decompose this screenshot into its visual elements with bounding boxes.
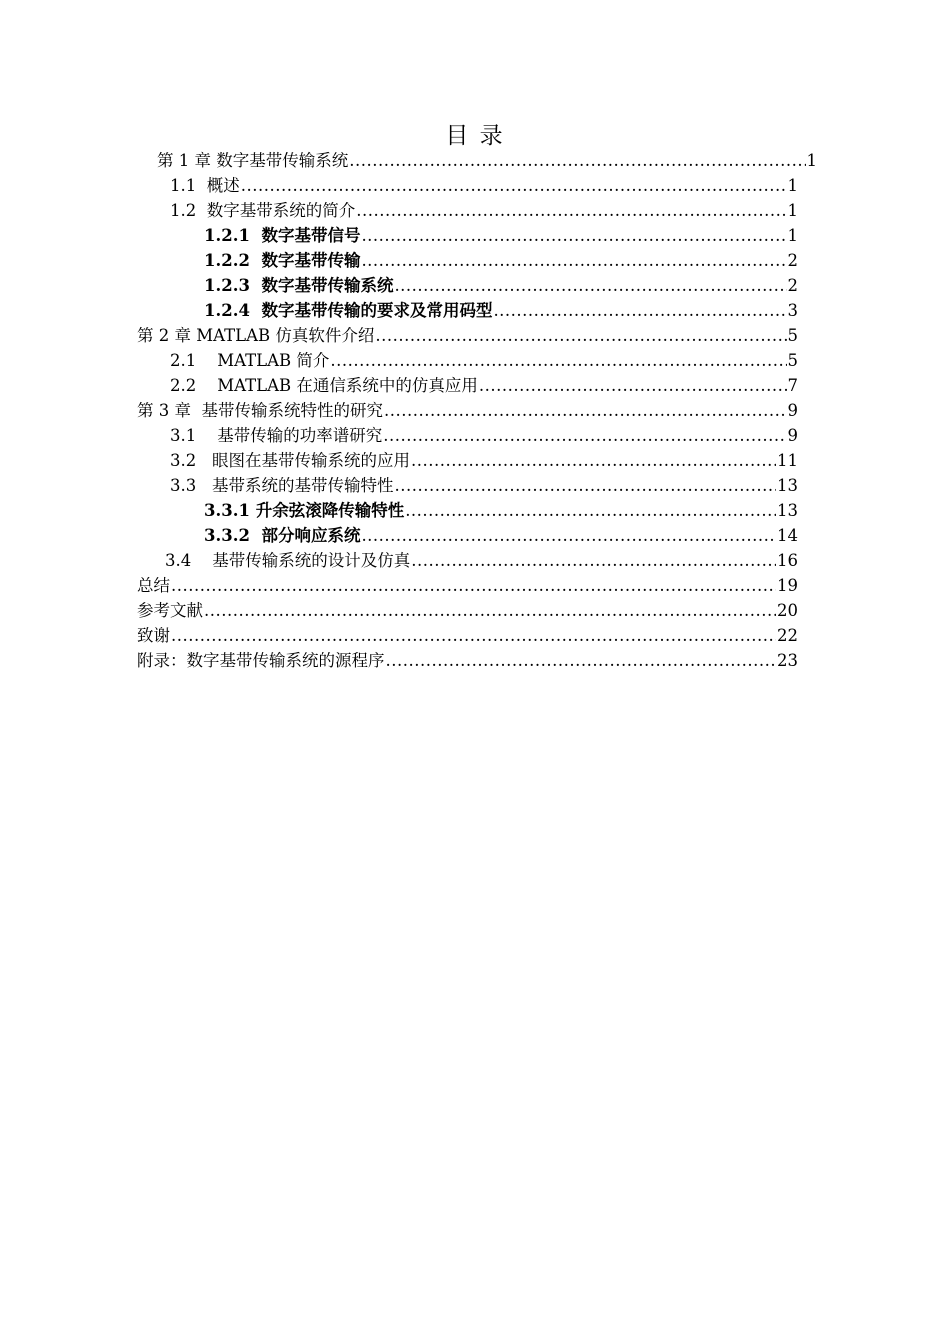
toc-entry-label: [204, 498, 404, 523]
toc-entry-number: 3.3.1: [204, 501, 250, 520]
toc-entry-label: [204, 248, 360, 273]
toc-entry-page: 13: [777, 501, 798, 520]
toc-entry-text: 基带传输系统的设计及仿真: [212, 551, 411, 570]
toc-entry-page: 20: [777, 601, 798, 620]
toc-entry-chapter-1[interactable]: [157, 148, 817, 173]
toc-entry-1-2-2[interactable]: [204, 248, 798, 273]
toc-entry-label: [165, 548, 410, 573]
toc-entry-summary[interactable]: [137, 573, 798, 598]
toc-entry-label: [137, 398, 383, 423]
toc-entry-text: 部分响应系统: [261, 526, 361, 545]
toc-entry-text: 数字基带系统的简介: [206, 201, 356, 220]
dot-leader: [386, 648, 777, 673]
dot-leader: [384, 398, 787, 423]
toc-entry-1-2[interactable]: [170, 198, 798, 223]
toc-entry-page: 11: [777, 451, 798, 470]
dot-leader: [493, 298, 786, 323]
toc-entry-page: 14: [777, 526, 798, 545]
toc-entry-text: 附录：数字基带传输系统的源程序: [137, 651, 385, 670]
toc-entry-3-1[interactable]: [170, 423, 798, 448]
toc-entry-3-2[interactable]: [170, 448, 798, 473]
toc-entry-label: [204, 523, 360, 548]
toc-entry-2-2[interactable]: [170, 373, 798, 398]
toc-entry-text: 数字基带传输系统: [216, 151, 349, 170]
toc-entry-label: [170, 198, 355, 223]
dot-leader: [395, 473, 777, 498]
toc-entry-page: 1: [787, 176, 798, 195]
toc-entry-label: [170, 348, 329, 373]
toc-entry-number: 第 3 章: [137, 401, 191, 420]
toc-entry-number: 1.2.3: [204, 276, 250, 295]
dot-leader: [361, 248, 786, 273]
toc-entry-references[interactable]: [137, 598, 798, 623]
dot-leader: [171, 623, 776, 648]
toc-entry-text: 基带传输系统特性的研究: [201, 401, 383, 420]
toc-entry-page: 7: [787, 376, 798, 395]
dot-leader: [375, 323, 786, 348]
toc-entry-number: 第 2 章: [137, 326, 191, 345]
dot-leader: [171, 573, 776, 598]
toc-entry-label: [137, 323, 374, 348]
toc-entry-number: 1.2.2: [204, 251, 250, 270]
toc-entry-label: [170, 448, 410, 473]
toc-entry-label: [170, 423, 382, 448]
toc-entry-label: [170, 473, 394, 498]
toc-entry-3-4[interactable]: [165, 548, 798, 573]
toc-entry-3-3[interactable]: [170, 473, 798, 498]
toc-entry-page: 1: [787, 226, 798, 245]
toc-entry-chapter-2[interactable]: [137, 323, 798, 348]
dot-leader: [479, 373, 787, 398]
toc-entry-page: 5: [787, 351, 798, 370]
toc-entry-text: 数字基带传输的要求及常用码型: [261, 301, 493, 320]
toc-entry-label: [157, 148, 348, 173]
toc-entry-label: [204, 298, 492, 323]
toc-entry-page: 23: [777, 651, 798, 670]
dot-leader: [204, 598, 776, 623]
toc-entry-1-1[interactable]: [170, 173, 798, 198]
dot-leader: [356, 198, 786, 223]
toc-entry-appendix[interactable]: [137, 648, 798, 673]
dot-leader: [361, 523, 776, 548]
toc-entry-number: 1.2.1: [204, 226, 250, 245]
toc-entry-text: 数字基带传输系统: [261, 276, 394, 295]
toc-entry-text: 致谢: [137, 626, 170, 645]
toc-entry-page: 2: [787, 251, 798, 270]
toc-entry-text: 数字基带信号: [261, 226, 361, 245]
toc-entry-page: 5: [787, 326, 798, 345]
toc-entry-number: 3.4: [165, 551, 192, 570]
dot-leader: [411, 548, 776, 573]
toc-entry-text: MATLAB 在通信系统中的仿真应用: [217, 376, 478, 395]
toc-entry-text: 数字基带传输: [261, 251, 361, 270]
toc-entry-2-1[interactable]: [170, 348, 798, 373]
toc-entry-page: 16: [777, 551, 798, 570]
toc-entry-label: [204, 273, 393, 298]
toc-entry-text: 基带传输的功率谱研究: [217, 426, 383, 445]
toc-entry-page: 9: [787, 401, 798, 420]
toc-entry-1-2-3[interactable]: [204, 273, 798, 298]
toc-entry-text: MATLAB 仿真软件介绍: [196, 326, 375, 345]
toc-entry-page: 3: [787, 301, 798, 320]
toc-entry-page: 9: [787, 426, 798, 445]
dot-leader: [361, 223, 786, 248]
dot-leader: [411, 448, 776, 473]
toc-entry-number: 1.2.4: [204, 301, 250, 320]
toc-entry-page: 1: [787, 201, 798, 220]
toc-entry-acknowledgements[interactable]: [137, 623, 798, 648]
toc-entry-number: 3.1: [170, 426, 197, 445]
toc-entry-text: 升余弦滚降传输特性: [255, 501, 405, 520]
toc-entry-page: 2: [787, 276, 798, 295]
dot-leader: [405, 498, 776, 523]
toc-entry-text: 概述: [206, 176, 240, 195]
dot-leader: [349, 148, 805, 173]
toc-entry-label: [170, 173, 240, 198]
toc-entry-number: 2.2: [170, 376, 197, 395]
dot-leader: [330, 348, 786, 373]
dot-leader: [241, 173, 787, 198]
toc-entry-number: 3.2: [170, 451, 197, 470]
toc-entry-label: [204, 223, 360, 248]
toc-entry-number: 第 1 章: [157, 151, 211, 170]
toc-entry-number: 2.1: [170, 351, 197, 370]
toc-entry-text: 总结: [137, 576, 170, 595]
dot-leader: [383, 423, 786, 448]
toc-entry-page: 1: [806, 151, 817, 170]
toc-entry-number: 3.3: [170, 476, 197, 495]
toc-entry-label: [170, 373, 478, 398]
toc-entry-text: 眼图在基带传输系统的应用: [212, 451, 410, 470]
toc-entry-1-2-1[interactable]: [204, 223, 798, 248]
toc-entry-3-3-2[interactable]: [204, 523, 798, 548]
toc-title: 目 录: [445, 123, 505, 149]
toc-entry-text: MATLAB 简介: [217, 351, 330, 370]
dot-leader: [394, 273, 786, 298]
toc-entry-number: 1.1: [170, 176, 197, 195]
toc-entry-text: 基带系统的基带传输特性: [212, 476, 394, 495]
toc-entry-number: 1.2: [170, 201, 197, 220]
toc-entry-3-3-1[interactable]: [204, 498, 798, 523]
toc-entry-page: 13: [777, 476, 798, 495]
toc-entry-text: 参考文献: [137, 601, 203, 620]
toc-entry-page: 19: [777, 576, 798, 595]
toc-entry-1-2-4[interactable]: [204, 298, 798, 323]
toc-entry-page: 22: [777, 626, 798, 645]
toc-entry-chapter-3[interactable]: [137, 398, 798, 423]
toc-entry-number: 3.3.2: [204, 526, 250, 545]
